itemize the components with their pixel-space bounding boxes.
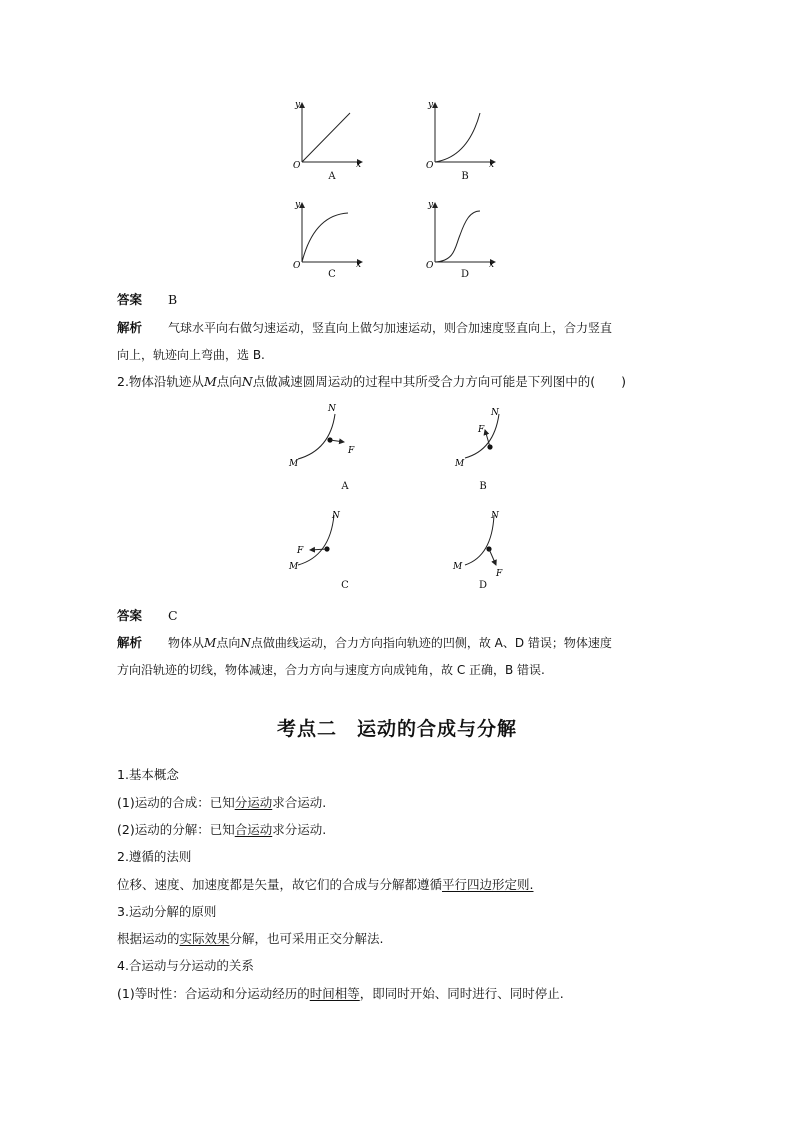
force-caption-a: A	[341, 481, 349, 492]
y-label: y	[428, 200, 434, 210]
heading-basic-concepts: 1.基本概念	[117, 767, 179, 782]
force-diagram-c	[288, 511, 341, 572]
graph-d	[426, 200, 495, 271]
answer-value: C	[168, 608, 178, 623]
graph-curve	[435, 113, 480, 162]
answer-value: B	[168, 292, 178, 307]
analysis-label: 解析	[117, 635, 143, 650]
graph-caption-b: B	[461, 171, 469, 182]
origin-label: O	[426, 161, 434, 171]
graph-curve	[302, 213, 348, 262]
q2-analysis-line-1	[117, 635, 612, 651]
body-text: 分解，也可采用正交分解法.	[229, 931, 384, 946]
y-label: y	[295, 100, 301, 110]
label-n: N	[491, 511, 499, 521]
y-label: y	[295, 200, 301, 210]
analysis-text: 点向	[216, 636, 241, 650]
underlined-term: 时间相等	[309, 986, 360, 1001]
origin-label: O	[293, 161, 301, 171]
q2-analysis-line-2	[117, 662, 545, 678]
point-n: N	[241, 374, 253, 389]
y-label: y	[428, 100, 434, 110]
point-m: M	[203, 374, 217, 389]
label-f: F	[478, 425, 485, 435]
trajectory-arc	[465, 515, 494, 565]
x-label: x	[356, 160, 362, 170]
concept-line-decomposition	[117, 822, 326, 838]
stem-text: 点做减速圆周运动的过程中其所受合力方向可能是下列图中的(	[252, 374, 596, 389]
force-arrow	[310, 549, 327, 550]
force-arrow	[489, 549, 496, 565]
graph-caption-d: D	[460, 269, 470, 280]
label-m: M	[453, 562, 463, 572]
analysis-text: 方向沿轨迹的切线，物体减速，合力方向与速度方向成钝角，故 C 正确，B 错误.	[117, 663, 545, 677]
graph-curve	[302, 113, 350, 162]
label-m: M	[289, 562, 299, 572]
analysis-label: 解析	[117, 320, 143, 335]
answer-label: 答案	[117, 292, 143, 307]
trajectory-arc	[298, 414, 335, 459]
origin-label: O	[426, 261, 434, 271]
q2-answer	[117, 608, 178, 624]
graph-options-figure	[280, 95, 520, 285]
x-label: x	[489, 260, 495, 270]
concept-line-composition	[117, 795, 326, 811]
q1-analysis-line-1	[117, 320, 612, 336]
body-text: 求分运动.	[272, 822, 327, 837]
label-n: N	[332, 511, 340, 521]
trajectory-arc	[298, 515, 334, 565]
q1-analysis-line-2	[117, 347, 265, 363]
x-label: x	[489, 160, 495, 170]
body-text: (2)运动的分解：已知	[117, 822, 235, 837]
label-m: M	[289, 459, 299, 469]
answer-label: 答案	[117, 608, 143, 623]
analysis-text: 物体从	[168, 636, 205, 650]
heading-principle: 3.运动分解的原则	[117, 904, 217, 919]
label-f: F	[297, 546, 304, 556]
graph-b	[426, 100, 495, 171]
label-n: N	[491, 408, 499, 418]
label-m: M	[455, 459, 465, 469]
body-text: 位移、速度、加速度都是矢量，故它们的合成与分解都遵循	[117, 877, 443, 892]
rule-line	[117, 877, 534, 893]
graph-c	[293, 200, 362, 271]
body-text: 求合运动.	[272, 795, 327, 810]
underlined-term: 平行四边形定则.	[442, 877, 534, 892]
graph-curve	[435, 211, 480, 262]
heading-relationship: 4.合运动与分运动的关系	[117, 958, 254, 973]
relationship-line-isochronism	[117, 986, 564, 1002]
stem-text: 点向	[216, 374, 242, 389]
point-m: M	[204, 636, 217, 650]
label-f: F	[496, 569, 503, 579]
force-caption-b: B	[479, 481, 487, 492]
underlined-term: 实际效果	[179, 931, 230, 946]
section-title: 考点二 运动的合成与分解	[276, 718, 517, 740]
origin-label: O	[293, 261, 301, 271]
stem-close-paren: )	[621, 374, 626, 389]
force-caption-c: C	[341, 580, 349, 591]
body-text: (1)等时性：合运动和分运动经历的	[117, 986, 310, 1001]
force-caption-d: D	[478, 580, 488, 591]
analysis-text: 气球水平向右做匀速运动，竖直向上做匀加速运动，则合加速度竖直向上，合力竖直	[168, 321, 613, 335]
stem-text: 2.物体沿轨迹从	[117, 374, 204, 389]
force-diagram-a	[288, 404, 355, 469]
force-arrow	[485, 430, 490, 447]
underlined-term: 分运动	[234, 795, 273, 810]
label-n: N	[328, 404, 336, 414]
heading-rule: 2.遵循的法则	[117, 849, 192, 864]
body-text: (1)运动的合成：已知	[117, 795, 235, 810]
force-diagram-d	[452, 511, 503, 579]
force-diagram-b	[454, 408, 500, 469]
label-f: F	[348, 446, 355, 456]
graph-caption-a: A	[328, 171, 336, 182]
trajectory-arc	[465, 414, 499, 458]
point-n: N	[240, 636, 251, 650]
principle-line	[117, 931, 384, 947]
force-options-figure	[280, 400, 520, 590]
graph-caption-c: C	[328, 269, 336, 280]
underlined-term: 合运动	[234, 822, 273, 837]
analysis-text: 向上，轨迹向上弯曲，选 B.	[117, 348, 265, 362]
analysis-text: 点做曲线运动，合力方向指向轨迹的凹侧，故 A、D 错误；物体速度	[250, 636, 612, 650]
body-text: ，即同时开始、同时进行、同时停止.	[359, 986, 564, 1001]
q2-stem	[117, 374, 626, 390]
body-text: 根据运动的	[117, 931, 180, 946]
q1-answer	[117, 292, 177, 308]
x-label: x	[356, 260, 362, 270]
graph-a	[293, 100, 362, 171]
